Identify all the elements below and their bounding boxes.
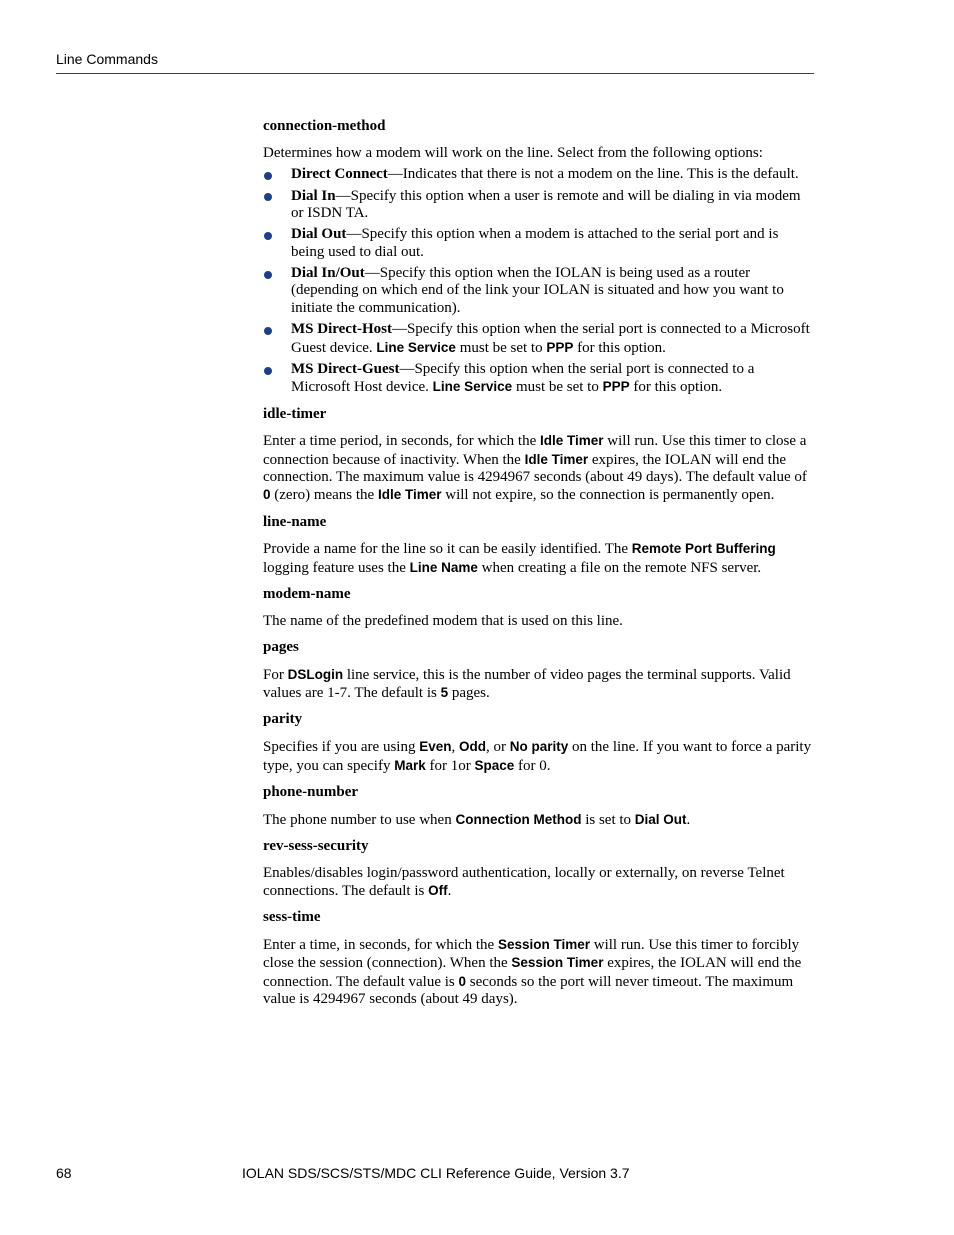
option-text: for this option. bbox=[629, 379, 723, 396]
text: will not expire, so the connection is permanently open. bbox=[441, 487, 775, 504]
keyword: Idle Timer bbox=[377, 487, 442, 503]
modem-name-desc: The name of the predefined modem that is used on this line. bbox=[263, 612, 623, 629]
keyword: Session Timer bbox=[511, 955, 604, 971]
list-item bbox=[263, 226, 815, 261]
footer-guide-title: IOLAN SDS/SCS/STS/MDC CLI Reference Guide, Version 3.7 bbox=[242, 1165, 630, 1181]
term-rev-sess-security: rev-sess-security bbox=[263, 837, 369, 854]
keyword: PPP bbox=[546, 339, 574, 355]
text: pages. bbox=[448, 685, 490, 702]
text: when creating a file on the remote NFS server. bbox=[477, 559, 762, 576]
connection-method-intro: Determines how a modem will work on the line. Select from the following options: bbox=[263, 144, 763, 161]
text: Enter a time, in seconds, for which the bbox=[263, 937, 498, 954]
option-text: must be set to bbox=[512, 379, 603, 396]
keyword: 0 bbox=[263, 487, 271, 503]
keyword: No parity bbox=[509, 739, 569, 755]
keyword: Space bbox=[474, 757, 515, 773]
keyword: Even bbox=[419, 739, 452, 755]
text: for 0. bbox=[514, 757, 551, 774]
list-item bbox=[263, 188, 815, 223]
text: . bbox=[447, 883, 452, 900]
keyword: Line Service bbox=[432, 379, 513, 395]
text: on the line. If you want to force a parity type, you can specify bbox=[263, 739, 812, 774]
keyword: Off bbox=[428, 883, 448, 899]
bullet-icon bbox=[264, 193, 272, 201]
text: seconds so the port will never timeout. The maximum value is 4294967 seconds (about 49 days). bbox=[263, 973, 794, 1008]
list-item bbox=[263, 321, 815, 357]
text: . bbox=[686, 811, 691, 828]
text: , or bbox=[486, 739, 510, 756]
option-name: Dial In/Out bbox=[291, 265, 365, 282]
rev-sess-security-desc bbox=[263, 865, 815, 901]
text: will run. Use this timer to forcibly close the session (connection). When the bbox=[263, 937, 800, 972]
keyword: 0 bbox=[458, 973, 467, 989]
option-desc: —Specify this option when the IOLAN is being used as a router (depending on which end of the link your IOLAN is situated and how you want to initiate the communication). bbox=[291, 265, 784, 316]
option-text: for this option. bbox=[573, 339, 666, 356]
term-idle-timer: idle-timer bbox=[263, 405, 327, 422]
text: expires, the IOLAN will end the connection. The maximum value is 4294967 seconds (about 49 days). The default value of bbox=[263, 451, 807, 485]
option-name: Dial Out bbox=[291, 226, 347, 243]
term-line-name: line-name bbox=[263, 513, 327, 530]
text: line service, this is the number of video pages the terminal supports. Valid values are 1-7. The default is bbox=[263, 666, 791, 702]
option-desc: —Indicates that there is not a modem on the line. This is the default. bbox=[387, 166, 799, 183]
term-parity: parity bbox=[263, 711, 303, 728]
text: will run. Use this timer to close a connection because of inactivity. When the bbox=[263, 433, 807, 468]
keyword: 5 bbox=[440, 685, 449, 701]
text: for 1or bbox=[425, 757, 475, 774]
list-item bbox=[263, 265, 815, 317]
keyword: DSLogin bbox=[287, 666, 344, 682]
term-sess-time: sess-time bbox=[263, 909, 321, 926]
keyword: Remote Port Buffering bbox=[631, 541, 776, 557]
document-body bbox=[263, 118, 815, 1017]
option-name: Direct Connect bbox=[291, 166, 388, 183]
bullet-icon bbox=[264, 367, 272, 375]
running-header: Line Commands bbox=[56, 51, 158, 67]
keyword: Odd bbox=[459, 739, 486, 755]
phone-number-desc bbox=[263, 811, 815, 829]
idle-timer-desc bbox=[263, 432, 815, 504]
text: The phone number to use when bbox=[263, 811, 456, 828]
keyword: Connection Method bbox=[455, 811, 582, 827]
line-name-desc bbox=[263, 540, 815, 577]
keyword: Dial Out bbox=[634, 811, 687, 827]
option-name: MS Direct-Host bbox=[291, 321, 392, 338]
term-modem-name: modem-name bbox=[263, 585, 351, 602]
text: Provide a name for the line so it can be easily identified. The bbox=[263, 541, 632, 558]
text: Enables/disables login/password authentication, locally or externally, on reverse Telnet connections. The default is bbox=[263, 864, 785, 900]
keyword: Line Service bbox=[376, 339, 456, 355]
option-name: MS Direct-Guest bbox=[291, 361, 400, 377]
option-desc: —Specify this option when a modem is attached to the serial port and is being used to dial out. bbox=[291, 226, 779, 260]
option-desc: —Specify this option when the serial port is connected to a Microsoft Host device. bbox=[291, 361, 755, 396]
term-connection-method: connection-method bbox=[263, 118, 386, 134]
keyword: Mark bbox=[394, 757, 426, 773]
header-rule bbox=[56, 73, 814, 74]
bullet-icon bbox=[264, 232, 272, 240]
text: For bbox=[263, 666, 288, 683]
keyword: PPP bbox=[602, 379, 630, 395]
pages-desc bbox=[263, 666, 815, 703]
keyword: Session Timer bbox=[497, 937, 590, 953]
text: Enter a time period, in seconds, for which the bbox=[263, 433, 541, 450]
term-pages: pages bbox=[263, 639, 299, 656]
option-text: must be set to bbox=[455, 339, 547, 356]
bullet-icon bbox=[264, 327, 272, 335]
connection-method-options bbox=[263, 166, 815, 397]
option-name: Dial In bbox=[291, 187, 336, 204]
option-desc: —Specify this option when the serial port is connected to a Microsoft Guest device. bbox=[291, 321, 810, 356]
text: expires, the IOLAN will end the connection. The default value is bbox=[263, 955, 802, 990]
list-item bbox=[263, 361, 815, 397]
text: , bbox=[451, 739, 459, 756]
term-phone-number: phone-number bbox=[263, 783, 359, 800]
keyword: Idle Timer bbox=[540, 433, 604, 449]
text: logging feature uses the bbox=[263, 559, 410, 576]
text: (zero) means the bbox=[270, 487, 378, 504]
option-desc: —Specify this option when a user is remote and will be dialing in via modem or ISDN TA. bbox=[291, 187, 801, 221]
text: is set to bbox=[581, 811, 635, 828]
bullet-icon bbox=[264, 271, 272, 279]
page-number: 68 bbox=[56, 1165, 72, 1181]
bullet-icon bbox=[264, 172, 272, 180]
parity-desc bbox=[263, 738, 815, 775]
list-item bbox=[263, 166, 815, 183]
keyword: Idle Timer bbox=[524, 451, 589, 467]
keyword: Line Name bbox=[409, 559, 478, 575]
text: Specifies if you are using bbox=[263, 739, 420, 756]
sess-time-desc bbox=[263, 936, 815, 1008]
